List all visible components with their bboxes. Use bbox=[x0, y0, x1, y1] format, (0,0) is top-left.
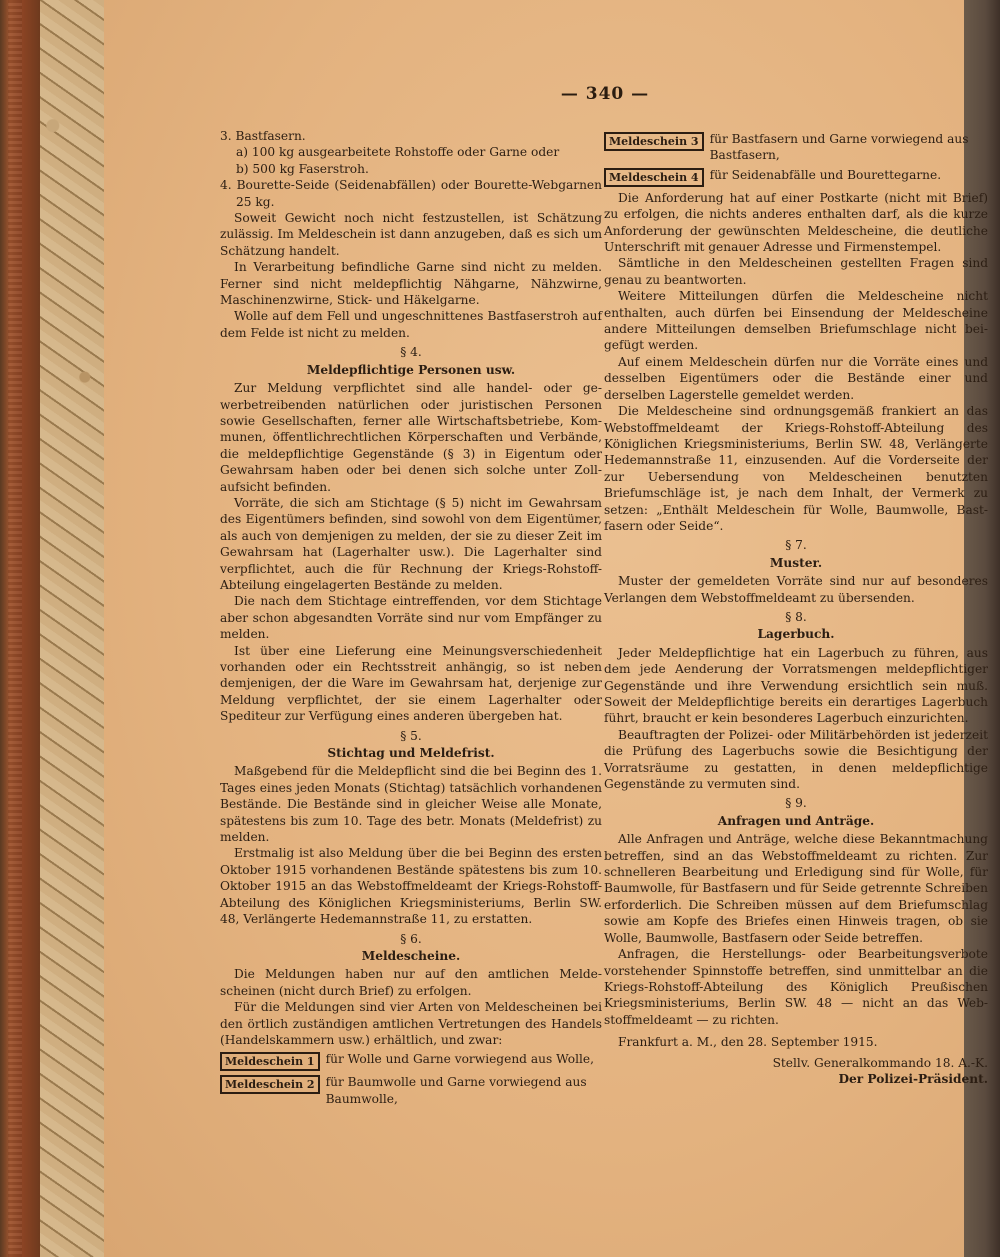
paragraph: Die Meldungen haben nur auf den amtlichen Meldescheinen (nicht durch Brief) zu erfolgen. bbox=[220, 967, 602, 998]
paragraph: Für die Meldungen sind vier Arten von Meldescheinen bei den örtlich zuständigen amtlichen Vertretungen des Handels (Handelskammern usw.) erhältlich, und zwar: bbox=[220, 1000, 602, 1047]
paragraph: 4. Bourette-Seide (Seidenabfällen) oder Bourette-Webgarnen 25 kg. bbox=[220, 178, 602, 209]
form-description: für Seidenabfälle und Bourettegarne. bbox=[709, 167, 942, 182]
paragraph: Erstmalig ist also Meldung über die bei Beginn des ersten Oktober 1915 vorhandenen Bestände spätestens bis zum 10. Oktober 1915 an das Webstoffmeldeamt der Kriegs-Rohstoff-Abteilung des Königlichen Kriegsministeriums, Berlin SW. 48, Verlängerte Hedemannstraße 11, zu erstatten. bbox=[220, 846, 602, 927]
section-heading: Meldepflichtige Personen usw. bbox=[306, 362, 516, 377]
paragraph: Weitere Mitteilungen dürfen die Meldescheine nicht enthalten, auch dürfen bei Einsendung der Meldescheine andere Mitteilungen demselben Briefumschlage nicht beigefügt werden. bbox=[604, 289, 988, 353]
left-column bbox=[220, 128, 602, 1110]
section-body bbox=[220, 380, 602, 725]
section-heading: Meldescheine. bbox=[361, 948, 461, 963]
section-body bbox=[220, 966, 602, 1048]
section-number: § 8. bbox=[785, 609, 807, 624]
form-label-box: Meldeschein 3 bbox=[604, 132, 704, 151]
signature-police: Der Polizei-Präsident. bbox=[838, 1071, 988, 1086]
form-entry bbox=[220, 1074, 602, 1107]
form-entry bbox=[604, 167, 988, 187]
section-number: § 9. bbox=[785, 796, 807, 811]
paragraph: 3. Bastfasern. bbox=[220, 129, 306, 143]
paragraph: Vorräte, die sich am Stichtage (§ 5) nicht im Gewahrsam des Eigentümers befinden, sind sowohl von dem Eigentümer, als auch von demjenigen zu melden, der sie zu dieser Zeit im Gewahrsam hat (Lagerhalter usw.). Die Lagerhalter sind verpflichtet, auch die für Rechnung der Kriegs-Rohstoff-Abteilung eingelagerten Bestände zu melden. bbox=[220, 495, 602, 592]
paragraph: Die Meldescheine sind ordnungsgemäß frankiert an das Webstoffmeldeamt der Kriegs-Rohstoff-Abteilung des Königlichen Kriegsministeriums, Berlin SW. 48, Verlängerte Hedemannstraße 11, einzusenden. Auf die Vorderseite der zur Uebersendung von Meldescheinen benutzten Briefumschläge ist, je nach dem Inhalt, der Vermerk zu setzen: „Enthält Meldeschein für Wolle, Baumwolle, Bastfasern oder Seide“. bbox=[604, 404, 988, 533]
paragraph: Anfragen, die Herstellungs- oder Bearbeitungsverbote vorstehender Spinnstoffe betreffen, sind unmittelbar an die Kriegs-Rohstoff-Abteilung des Königlich Preußischen Kriegsministeriums, Berlin SW. 48 — nicht an das Webstoffmeldeamt — zu richten. bbox=[604, 947, 988, 1027]
form-entry bbox=[220, 1051, 602, 1071]
form-list bbox=[604, 131, 988, 187]
section-heading: Anfragen und Anträge. bbox=[717, 813, 875, 828]
section-body bbox=[604, 573, 988, 606]
paragraph: Beauftragten der Polizei- oder Militärbehörden ist jederzeit die Prüfung des Lagerbuchs sowie die Besichtigung der Vorratsräume zu gestatten, in denen meldepflichtige Gegenstände zu vermuten sind. bbox=[604, 727, 988, 792]
paragraph: Jeder Meldepflichtige hat ein Lagerbuch zu führen, aus dem jede Aenderung der Vorratsmengen meldepflichtiger Gegenstände und ihre Verwendung ersichtlich sein muß. Soweit der Meldepflichtige bereits ein derartiges Lagerbuch führt, braucht er kein besonderes Lagerbuch einzurichten. bbox=[604, 645, 988, 726]
right-column bbox=[604, 128, 988, 1087]
section-number: § 4. bbox=[400, 345, 422, 360]
paragraph: In Verarbeitung befindliche Garne sind nicht zu melden. Ferner sind nicht meldepflichtig Nähgarne, Nähzwirne, Maschinenzwirne, Stick- und Häkelgarne. bbox=[220, 260, 602, 308]
section-heading: Stichtag und Meldefrist. bbox=[327, 746, 495, 761]
paragraph: Zur Meldung verpflichtet sind alle handel- oder gewerbetreibenden natürlichen oder juristischen Personen sowie Gesellschaften, ferner alle Wirtschaftsbetriebe, Kommunen, öffentlichrechtlichen Körperschaften und Verbände, die meldepflichtige Gegenstände (§ 3) in Eigentum oder Gewahrsam haben oder bei denen sich solche unter Zollaufsicht befinden. bbox=[220, 381, 602, 494]
form-label-box: Meldeschein 1 bbox=[220, 1052, 320, 1071]
paragraph: Wolle auf dem Fell und ungeschnittenes Bastfaserstroh auf dem Felde ist nicht zu melden. bbox=[220, 309, 602, 340]
form-entry bbox=[604, 131, 988, 164]
section-number: § 7. bbox=[785, 538, 807, 553]
paragraph: Soweit Gewicht noch nicht festzustellen, ist Schätzung zulässig. Im Meldeschein ist dann anzugeben, daß es sich um Schätzung handelt. bbox=[220, 211, 602, 258]
section-body bbox=[604, 831, 988, 1028]
section-number: § 6. bbox=[400, 931, 422, 946]
paragraph: Die Anforderung hat auf einer Postkarte (nicht mit Brief) zu erfolgen, die nichts anderes enthalten darf, als die kurze Anforderung der gewünschten Meldescheine, die deutliche Unterschrift mit genauer Adresse und Firmenstempel. bbox=[604, 190, 988, 255]
book-spine bbox=[0, 0, 40, 1257]
section-body bbox=[604, 645, 988, 793]
form-description: für Baumwolle und Garne vorwiegend aus Baumwolle, bbox=[325, 1075, 587, 1106]
paragraph: Ist über eine Lieferung eine Meinungsverschiedenheit vorhanden oder ein Rechtsstreit anhängig, so ist neben demjenigen, der die Ware im Gewahrsam hat, derjenige zur Meldung verpflichtet, der sie einem Lagerhalter oder Spediteur zur Verfügung eines anderen übergeben hat. bbox=[220, 643, 602, 724]
paragraph: Maßgebend für die Meldepflicht sind die bei Beginn des 1. Tages eines jeden Monats (Stichtag) tatsächlich vorhandenen Bestände. Die Bestände sind in gleicher Weise alle Monate, spätestens bis zum 10. Tage des betr. Monats (Meldefrist) zu melden. bbox=[220, 764, 602, 845]
signature-command: Stellv. Generalkommando 18. A.-K. bbox=[772, 1055, 988, 1070]
form-label-box: Meldeschein 4 bbox=[604, 168, 704, 187]
intro-block bbox=[220, 128, 602, 341]
form-description: für Bastfasern und Garne vorwiegend aus Bastfasern, bbox=[709, 132, 969, 163]
page-number: — 340 — bbox=[560, 84, 650, 104]
section-number: § 5. bbox=[400, 728, 422, 743]
paragraph: Sämtliche in den Meldescheinen gestellten Fragen sind genau zu beantworten. bbox=[604, 256, 988, 287]
form-label-box: Meldeschein 2 bbox=[220, 1075, 320, 1094]
place-date: Frankfurt a. M., den 28. September 1915. bbox=[618, 1035, 878, 1050]
section-body bbox=[220, 763, 602, 927]
form-description: für Wolle und Garne vorwiegend aus Wolle, bbox=[325, 1052, 595, 1067]
section-body bbox=[604, 190, 988, 535]
marbled-endpaper bbox=[40, 0, 107, 1257]
paragraph: Muster der gemeldeten Vorräte sind nur auf besonderes Verlangen dem Webstoffmeldeamt zu übersenden. bbox=[604, 574, 988, 605]
paragraph: a) 100 kg ausgearbeitete Rohstoffe oder Garne oder bbox=[236, 145, 560, 160]
paragraph: Alle Anfragen und Anträge, welche diese Bekanntmachung betreffen, sind an das Webstoffmeldeamt zu richten. Zur schnelleren Bearbeitung und Erledigung sind für Wolle, für Baumwolle, für Bastfasern und für Seide getrennte Schreiben erforderlich. Die Schreiben müssen auf dem Briefumschlag sowie am Kopfe des Briefes einen Hinweis tragen, ob sie Wolle, Baumwolle, Bastfasern oder Seide betreffen. bbox=[604, 832, 988, 945]
section-heading: Lagerbuch. bbox=[757, 627, 835, 642]
form-list bbox=[220, 1051, 602, 1107]
paragraph: Auf einem Meldeschein dürfen nur die Vorräte eines und desselben Eigentümers oder die Bestände einer und derselben Lagerstelle gemeldet werden. bbox=[604, 354, 988, 402]
section-heading: Muster. bbox=[769, 555, 823, 570]
paragraph: Die nach dem Stichtage eintreffenden, vor dem Stichtage aber schon abgesandten Vorräte sind nur vom Empfänger zu melden. bbox=[220, 594, 602, 642]
paragraph: b) 500 kg Faserstroh. bbox=[236, 161, 369, 176]
